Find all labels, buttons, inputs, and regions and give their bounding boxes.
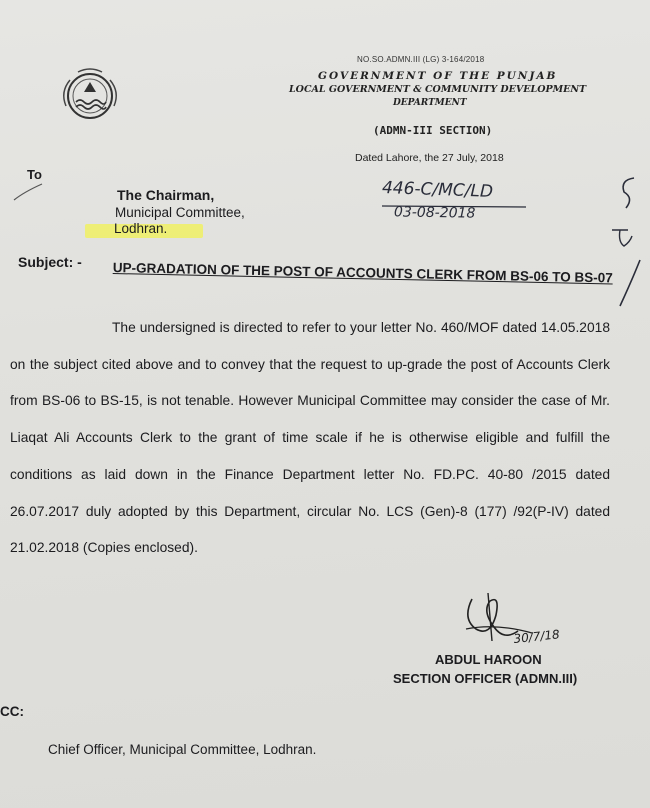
dispatch-number: 446-C/MC/LD — [381, 178, 494, 202]
signature-image — [458, 589, 573, 651]
punjab-emblem-icon — [56, 66, 124, 124]
cc-label: CC: — [0, 704, 24, 719]
pen-tick-icon — [10, 176, 48, 204]
subject-label: Subject: - — [18, 254, 82, 270]
body-paragraph: The undersigned is directed to refer to your letter No. 460/MOF dated 14.05.2018 on the subject cited above and to convey that the request to up-grade the post of Accounts Clerk from BS-06 to BS-15, is not tenable. However Municipal Committee may consider the case of Mr. Liaqat Ali Accounts Clerk to the grant of time scale if he is otherwise eligible and fulfill the conditions as laid down in the Finance Department letter No. FD.PC. 40-80 /2015 dated 26.07.2017 duly adopted by this Department, circular No. LCS (Gen)-8 (177) /92(P-IV) dated 21.02.2018 (Copies enclosed). — [10, 320, 610, 556]
recipient-line-3: Lodhran. — [114, 221, 168, 236]
to-label: To — [27, 167, 42, 182]
recipient-line-1: The Chairman, — [117, 187, 215, 203]
reference-number: NO.SO.ADMN.III (LG) 3-164/2018 — [357, 55, 485, 64]
signatory-title: SECTION OFFICER (ADMN.III) — [393, 671, 578, 686]
department-word: DEPARTMENT — [393, 98, 467, 108]
recipient-line-2: Municipal Committee, — [115, 205, 245, 220]
cc-recipient: Chief Officer, Municipal Committee, Lodhran. — [48, 742, 317, 757]
dispatch-date: 03-08-2018 — [393, 204, 476, 222]
signature-date: 30/7/18 — [512, 627, 561, 646]
department-title: LOCAL GOVERNMENT & COMMUNITY DEVELOPMENT — [289, 84, 587, 95]
government-title: GOVERNMENT OF THE PUNJAB — [318, 70, 558, 82]
subject-text: UP-GRADATION OF THE POST OF ACCOUNTS CLERK FROM BS-06 TO BS-07 — [112, 259, 613, 286]
section-title: (ADMN-III SECTION) — [373, 124, 493, 137]
letter-date: Dated Lahore, the 27 July, 2018 — [355, 152, 504, 164]
signatory-name: ABDUL HAROON — [435, 652, 542, 667]
